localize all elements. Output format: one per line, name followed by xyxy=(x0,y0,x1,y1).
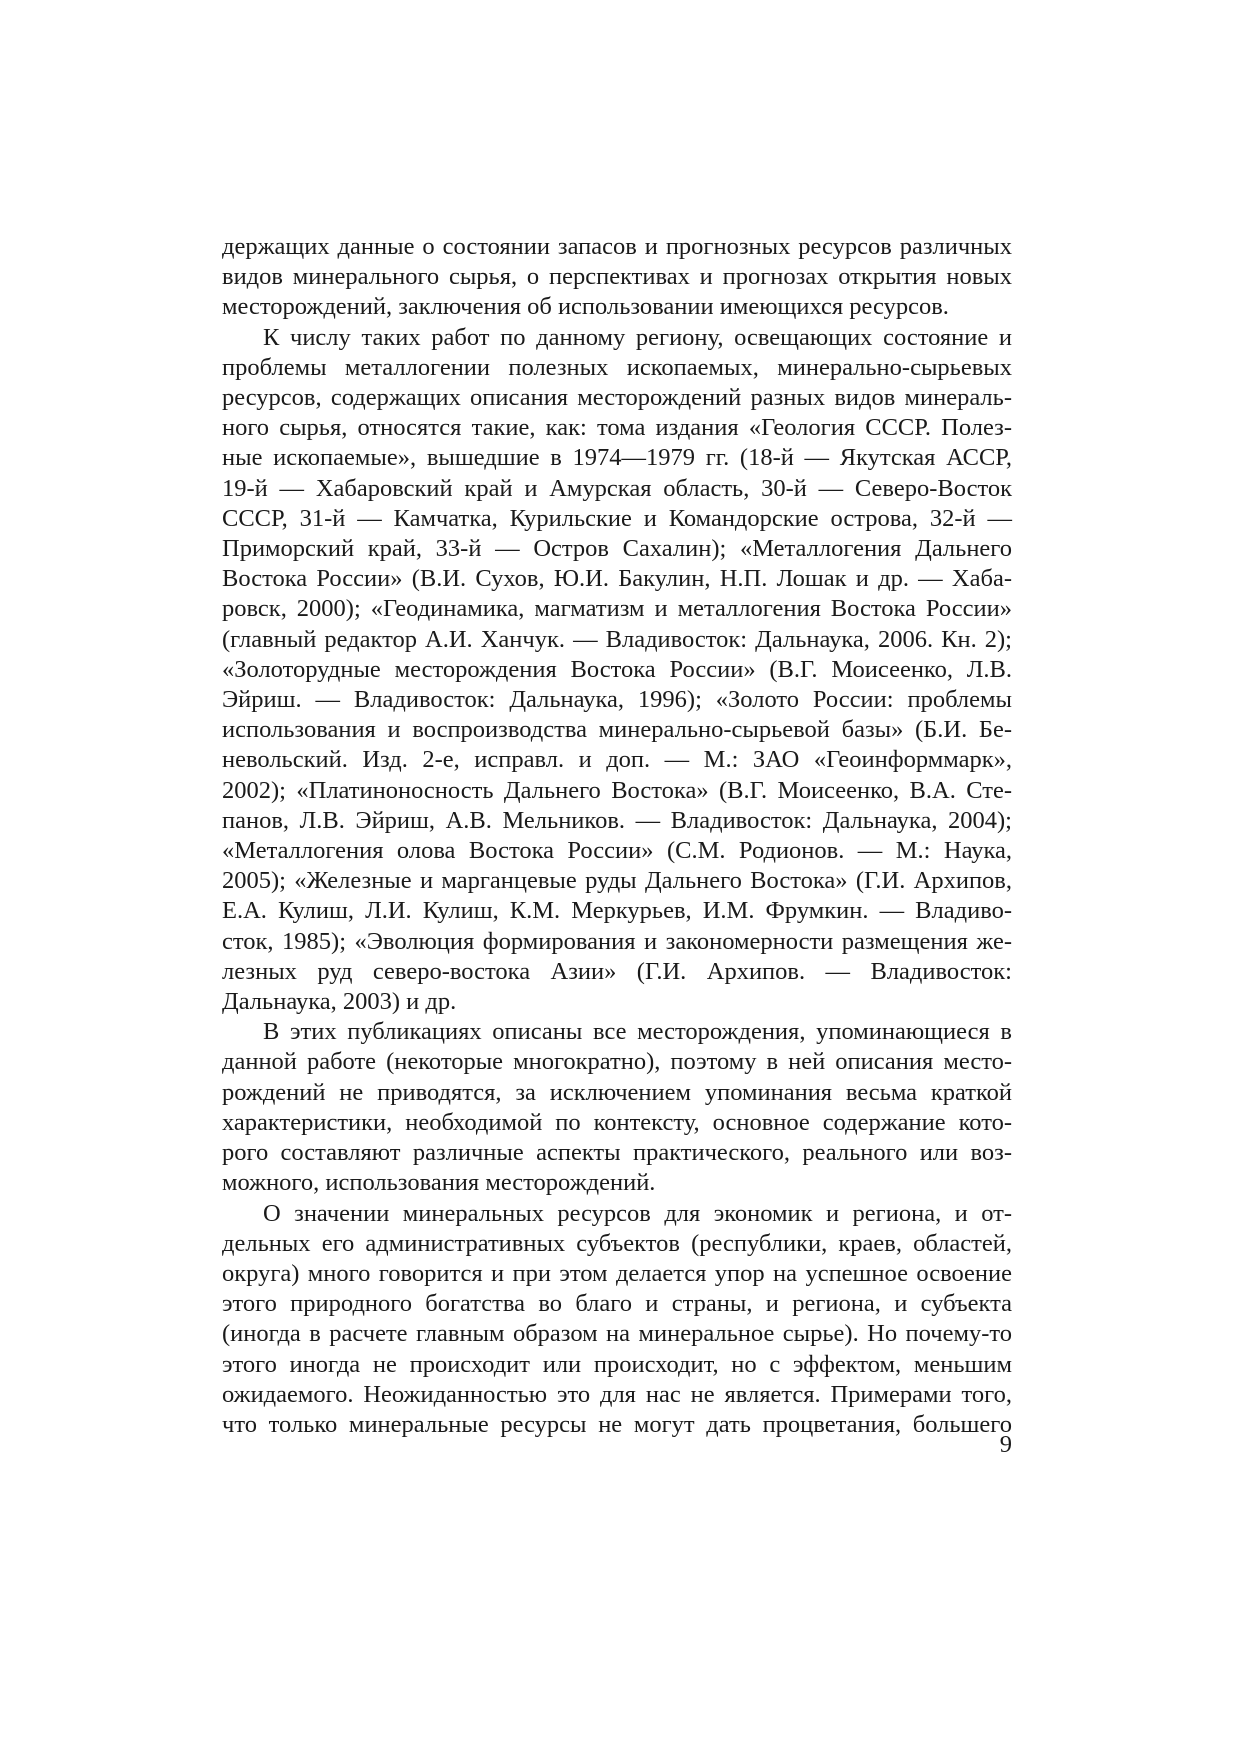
text-line: держащих данные о состоянии запасов и прогнозных ресурсов различных xyxy=(222,233,1012,260)
text-line: что только минеральные ресурсы не могут дать процветания, большего xyxy=(222,1410,1012,1438)
text-line: месторождений, заключения об использовании имеющихся ресурсов. xyxy=(222,293,949,321)
text-line: (главный редактор А.И. Ханчук. — Владивосток: Дальнаука, 2006. Кн. 2); xyxy=(222,625,1012,653)
text-line: ожидаемого. Неожиданностью это для нас не является. Примерами того, xyxy=(222,1380,1012,1408)
text-line: дельных его административных субъектов (республики, краев, областей, xyxy=(222,1229,1012,1257)
paragraph xyxy=(222,1017,1012,1198)
text-line: рого составляют различные аспекты практического, реального или воз- xyxy=(222,1139,1012,1167)
text-line: можного, использования месторождений. xyxy=(222,1169,656,1197)
text-line: «Золоторудные месторождения Востока России» (В.Г. Моисеенко, Л.В. xyxy=(222,655,1012,683)
text-line: Приморский край, 33-й — Остров Сахалин); «Металлогения Дальнего xyxy=(222,535,1012,563)
text-line: невольский. Изд. 2-е, исправл. и доп. — М.: ЗАО «Геоинформмарк», xyxy=(222,746,1012,774)
text-line: 2002); «Платиноносность Дальнего Востока» (В.Г. Моисеенко, В.А. Сте- xyxy=(222,776,1012,804)
text-line: 19-й — Хабаровский край и Амурская область, 30-й — Северо-Восток xyxy=(222,474,1012,502)
paragraph xyxy=(222,323,1012,1018)
text-line: лезных руд северо-востока Азии» (Г.И. Архипов. — Владивосток: xyxy=(222,957,1012,985)
text-line: использования и воспроизводства минерально-сырьевой базы» (Б.И. Бе- xyxy=(222,716,1012,744)
page-number: 9 xyxy=(999,1431,1012,1458)
text-line: К числу таких работ по данному региону, освещающих состояние и xyxy=(263,323,1012,351)
text-line: проблемы металлогении полезных ископаемых, минерально-сырьевых xyxy=(222,353,1012,381)
body-text xyxy=(222,232,1012,1440)
text-line: рождений не приводятся, за исключением упоминания весьма краткой xyxy=(222,1078,1012,1106)
text-line: округа) много говорится и при этом делается упор на успешное освоение xyxy=(222,1259,1012,1287)
text-line: ного сырья, относятся такие, как: тома издания «Геология СССР. Полез- xyxy=(222,414,1012,442)
text-line: 2005); «Железные и марганцевые руды Дальнего Востока» (Г.И. Архипов, xyxy=(222,867,1012,895)
text-line: Востока России» (В.И. Сухов, Ю.И. Бакулин, Н.П. Лошак и др. — Хаба- xyxy=(222,565,1012,593)
text-line: Дальнаука, 2003) и др. xyxy=(222,988,457,1016)
text-line: Е.А. Кулиш, Л.И. Кулиш, К.М. Меркурьев, И.М. Фрумкин. — Владиво- xyxy=(222,897,1012,925)
text-line: ные ископаемые», вышедшие в 1974—1979 гг. (18-й — Якутская АССР, xyxy=(222,444,1012,472)
text-line: «Металлогения олова Востока России» (С.М. Родионов. — М.: Наука, xyxy=(222,837,1012,865)
text-line: панов, Л.В. Эйриш, А.В. Мельников. — Владивосток: Дальнаука, 2004); xyxy=(222,806,1012,834)
text-line: этого иногда не происходит или происходит, но с эффектом, меньшим xyxy=(222,1350,1012,1378)
text-line: характеристики, необходимой по контексту, основное содержание кото- xyxy=(222,1108,1012,1136)
text-line: ресурсов, содержащих описания месторождений разных видов минераль- xyxy=(222,384,1012,412)
text-line: О значении минеральных ресурсов для экономик и региона, и от- xyxy=(263,1199,1012,1227)
paragraph xyxy=(222,232,1012,323)
paragraph xyxy=(222,1199,1012,1441)
text-line: ровск, 2000); «Геодинамика, магматизм и металлогения Востока России» xyxy=(222,595,1012,623)
text-line: Эйриш. — Владивосток: Дальнаука, 1996); «Золото России: проблемы xyxy=(222,686,1012,714)
text-line: этого природного богатства во благо и страны, и региона, и субъекта xyxy=(222,1290,1012,1318)
text-line: СССР, 31-й — Камчатка, Курильские и Командорские острова, 32-й — xyxy=(222,504,1012,532)
text-line: видов минерального сырья, о перспективах и прогнозах открытия новых xyxy=(222,263,1012,291)
text-line: В этих публикациях описаны все месторождения, упоминающиеся в xyxy=(263,1018,1012,1046)
text-line: данной работе (некоторые многократно), поэтому в ней описания место- xyxy=(222,1048,1012,1076)
text-line: сток, 1985); «Эволюция формирования и закономерности размещения же- xyxy=(222,927,1012,955)
text-line: (иногда в расчете главным образом на минеральное сырье). Но почему-то xyxy=(222,1320,1012,1348)
